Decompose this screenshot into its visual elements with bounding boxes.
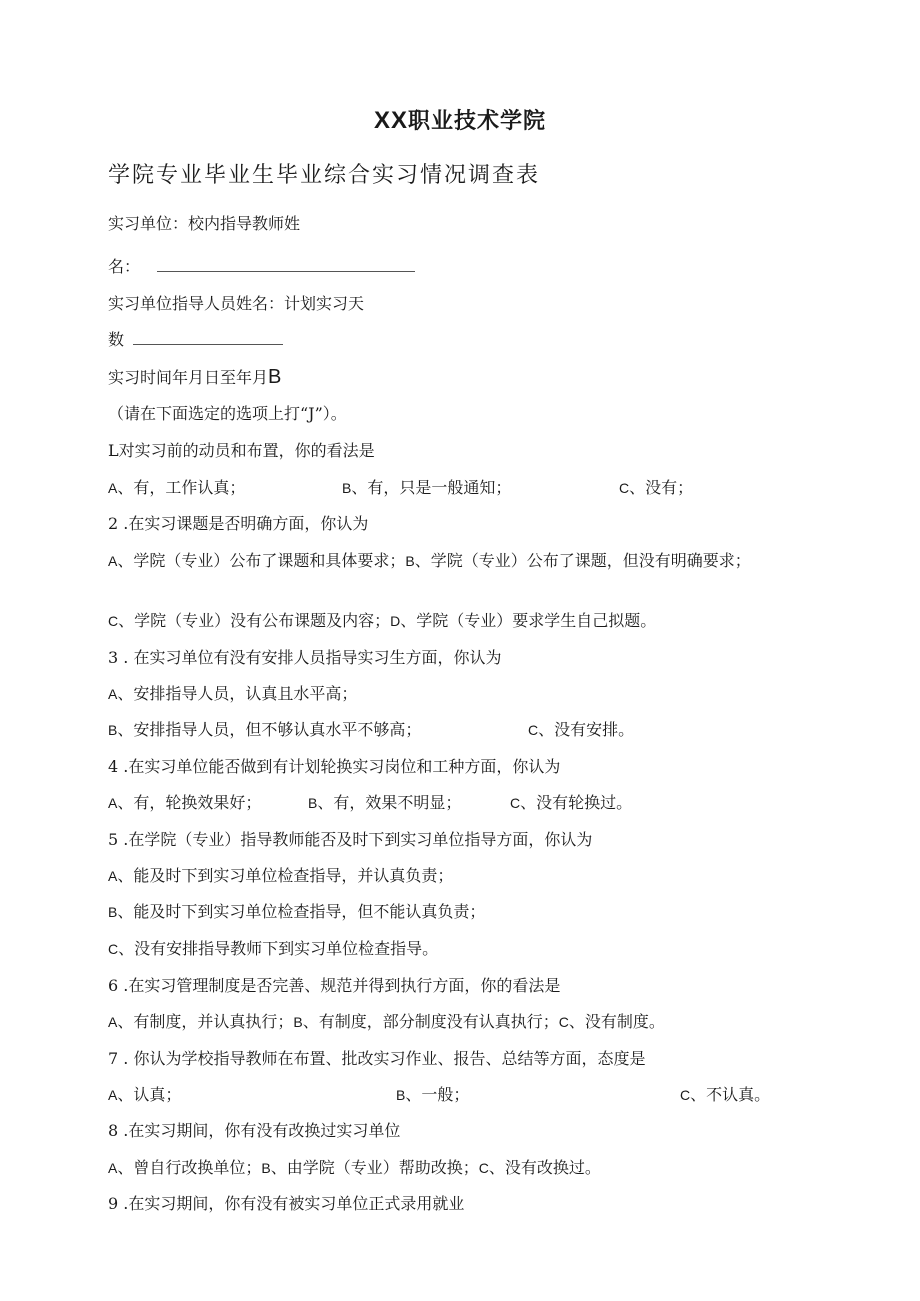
option-text: 、认真； [117,1085,182,1104]
option-letter: A [108,795,118,811]
option-text: 、由学院（专业）帮助改换； [270,1158,479,1177]
question-2: 2 .在实习课题是否明确方面，你认为 [108,514,369,533]
field-name-label: 名： [108,257,141,276]
option-letter: B [261,1160,271,1176]
option-letter: D [390,613,401,629]
option-text: 、有，效果不明显； [317,793,462,812]
option-letter: C [108,613,119,629]
q8-options[interactable] [108,1157,601,1179]
field-period-tail: B [268,366,282,388]
option-letter: C [558,1014,569,1030]
q4-option-a[interactable] [108,792,261,814]
option-letter: A [108,480,118,496]
q2-options-cd[interactable] [108,610,656,632]
title-text: 职业技术学院 [408,108,547,134]
field-days-label: 数 [108,330,125,349]
field-unit-guide: 实习单位指导人员姓名：计划实习天 [108,294,365,313]
question-6: 6 .在实习管理制度是否完善、规范并得到执行方面，你的看法是 [108,976,561,995]
field-days [108,329,283,351]
option-letter: C [478,1160,489,1176]
option-letter: B [396,1087,406,1103]
q1-option-c[interactable] [619,477,693,499]
field-name [108,256,415,278]
option-text: 、学院（专业）要求学生自己拟题。 [400,611,657,630]
name-blank-line[interactable] [157,257,415,272]
document-title [0,104,920,135]
option-text: 、曾自行改换单位； [117,1158,262,1177]
option-letter: B [108,904,118,920]
field-internship-unit: 实习单位：校内指导教师姓 [108,214,301,233]
option-letter: C [528,722,539,738]
option-letter: A [108,553,118,569]
days-blank-line[interactable] [133,330,283,345]
option-letter: B [405,553,415,569]
field-period [108,366,281,389]
option-text: 、学院（专业）没有公布课题及内容； [118,611,391,630]
question-5: 5 .在学院（专业）指导教师能否及时下到实习单位指导方面，你认为 [108,830,593,849]
option-text: 、能及时下到实习单位检查指导，但不能认真负责； [117,902,486,921]
field-period-label: 实习时间年月日至年月 [108,368,269,387]
option-text: 、安排指导人员，认真且水平高； [117,684,358,703]
option-text: 、没有制度。 [568,1012,665,1031]
q7-option-c[interactable] [680,1084,770,1106]
option-text: 、没有安排指导教师下到实习单位检查指导。 [118,939,439,958]
option-text: 、没有改换过。 [488,1158,601,1177]
q5-option-b[interactable] [108,901,485,923]
option-letter: A [108,1087,118,1103]
question-9: 9 .在实习期间，你有没有被实习单位正式录用就业 [108,1194,465,1213]
q4-option-c[interactable] [510,792,632,814]
question-8: 8 .在实习期间，你有没有改换过实习单位 [108,1121,401,1140]
option-letter: B [342,480,352,496]
q4-option-b[interactable] [308,792,461,814]
instruction-text: （请在下面选定的选项上打“J”）。 [108,404,347,423]
q6-options[interactable] [108,1011,665,1033]
option-text: 、不认真。 [690,1085,771,1104]
question-4: 4 .在实习单位能否做到有计划轮换实习岗位和工种方面，你认为 [108,757,561,776]
question-1: L对实习前的动员和布置，你的看法是 [108,441,375,460]
option-text: 、有，工作认真； [117,478,246,497]
document-subtitle: 学院专业毕业生毕业综合实习情况调查表 [108,163,541,188]
option-letter: C [510,795,521,811]
option-letter: C [680,1087,691,1103]
q7-option-a[interactable] [108,1084,181,1106]
q3-option-b[interactable] [108,719,421,741]
option-text: 、有制度，部分制度没有认真执行； [302,1012,559,1031]
option-text: 、没有轮换过。 [520,793,633,812]
option-letter: A [108,1014,118,1030]
option-text: 、有，只是一般通知； [351,478,512,497]
option-letter: A [108,1160,118,1176]
option-letter: C [108,941,119,957]
q3-option-a[interactable] [108,683,357,705]
q7-option-b[interactable] [396,1084,469,1106]
q1-option-a[interactable] [108,477,245,499]
question-7: 7 . 你认为学校指导教师在布置、批改实习作业、报告、总结等方面，态度是 [108,1049,646,1068]
option-text: 、有，轮换效果好； [117,793,262,812]
option-letter: A [108,868,118,884]
option-letter: B [293,1014,303,1030]
option-text: 、能及时下到实习单位检查指导，并认真负责； [117,866,454,885]
option-letter: B [108,722,118,738]
option-letter: A [108,686,118,702]
option-text: 、学院（专业）公布了课题，但没有明确要求； [414,551,751,570]
option-text: 、有制度，并认真执行； [117,1012,294,1031]
q3-option-c[interactable] [528,719,634,741]
q5-option-c[interactable] [108,938,438,960]
question-3: 3 . 在实习单位有没有安排人员指导实习生方面，你认为 [108,648,502,667]
option-letter: B [308,795,318,811]
option-text: 、学院（专业）公布了课题和具体要求； [117,551,406,570]
option-text: 、没有安排。 [538,720,635,739]
option-text: 、一般； [405,1085,470,1104]
title-prefix: XX [373,107,408,134]
q5-option-a[interactable] [108,865,453,887]
q2-options-ab[interactable] [108,549,820,573]
option-text: 、没有； [629,478,694,497]
q1-option-b[interactable] [342,477,511,499]
option-letter: C [619,480,630,496]
option-text: 、安排指导人员，但不够认真水平不够高； [117,720,422,739]
